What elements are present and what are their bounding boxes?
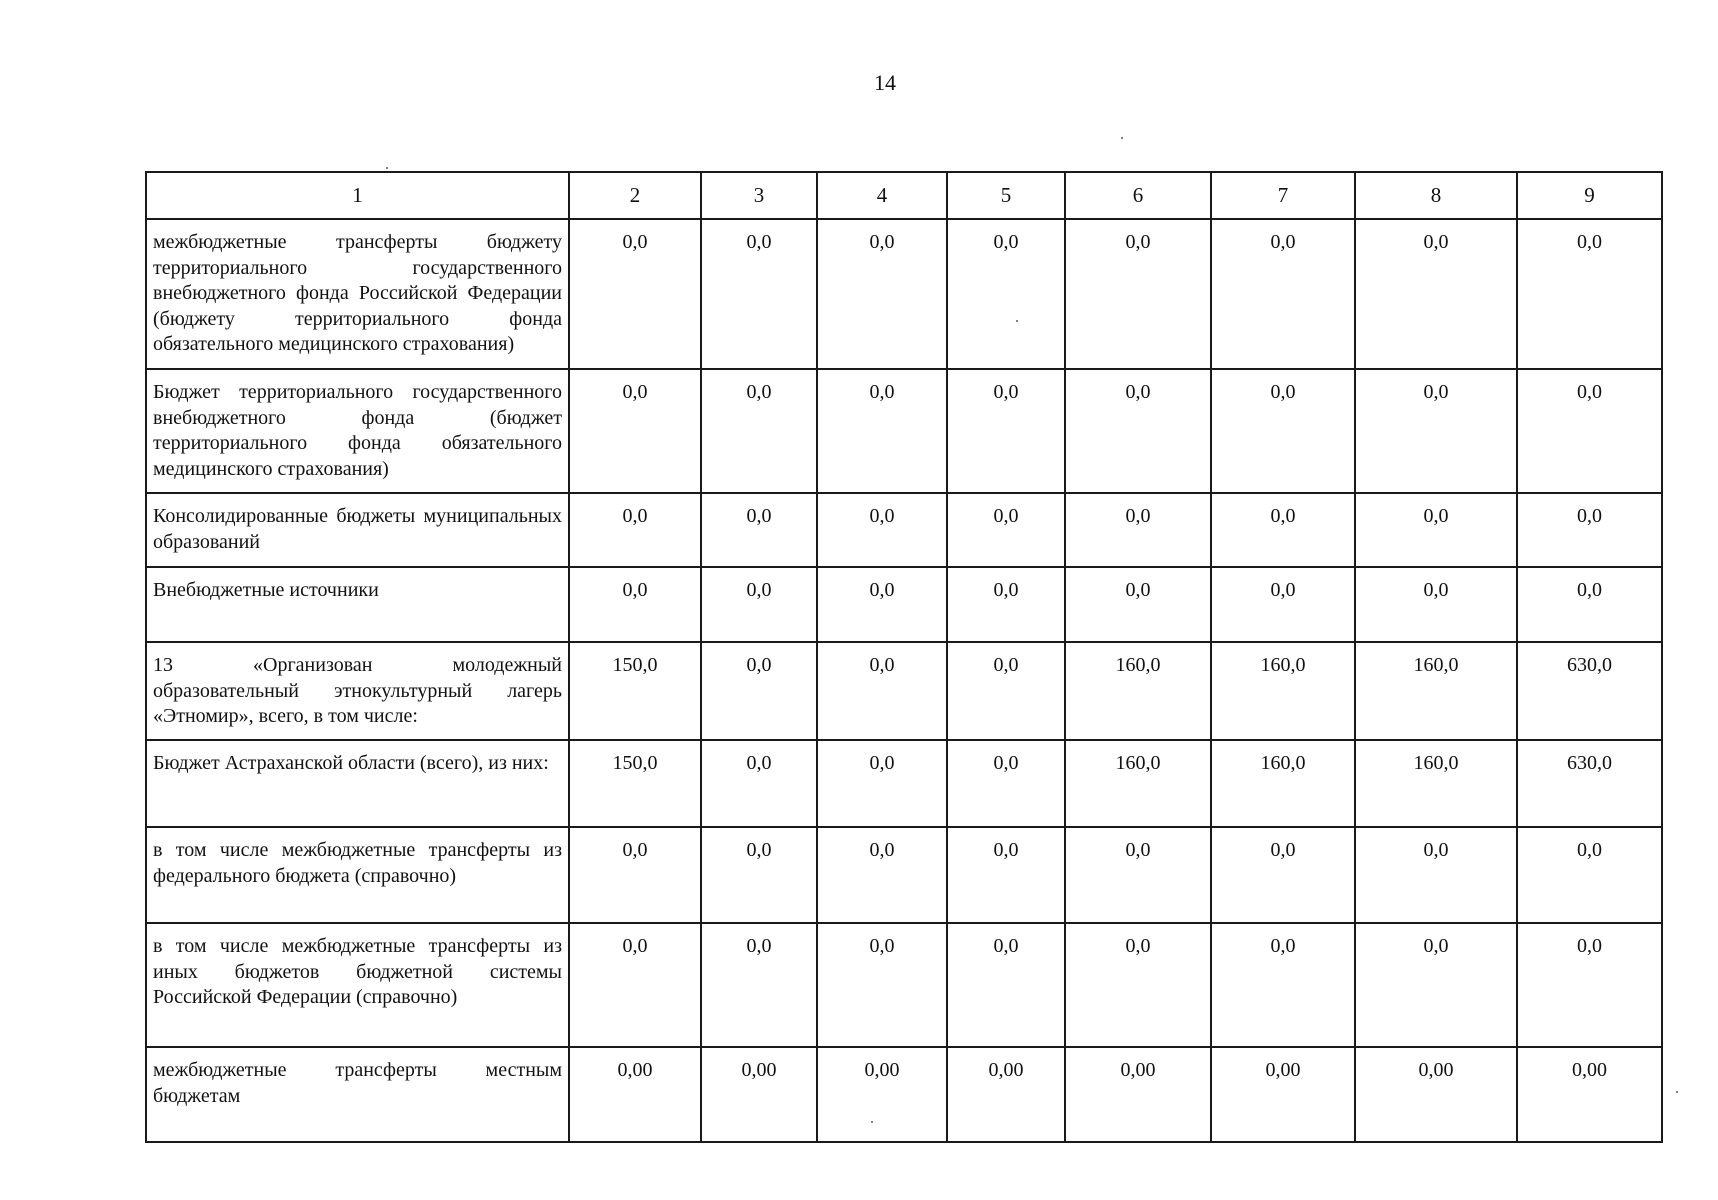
- cell-value: 630,0: [1517, 740, 1662, 827]
- cell-value: 0,0: [701, 369, 817, 493]
- cell-value: 160,0: [1065, 740, 1211, 827]
- column-number: 7: [1211, 172, 1355, 219]
- scan-speck: [386, 167, 388, 169]
- cell-value: 0,00: [1355, 1047, 1517, 1142]
- cell-value: 0,0: [817, 923, 947, 1047]
- cell-value: 0,0: [1211, 493, 1355, 567]
- table-row: [146, 740, 1662, 827]
- column-number: 6: [1065, 172, 1211, 219]
- cell-value: 0,0: [947, 740, 1065, 827]
- cell-value: 0,0: [817, 827, 947, 923]
- cell-value: 0,0: [1211, 219, 1355, 369]
- cell-value: 160,0: [1211, 740, 1355, 827]
- cell-value: 150,0: [569, 642, 701, 740]
- cell-value: 0,0: [947, 923, 1065, 1047]
- cell-value: 0,0: [1517, 827, 1662, 923]
- cell-value: 0,0: [1355, 493, 1517, 567]
- column-number: 9: [1517, 172, 1662, 219]
- cell-value: 0,0: [1065, 923, 1211, 1047]
- table-row: [146, 923, 1662, 1047]
- cell-value: 0,0: [701, 219, 817, 369]
- cell-value: 0,0: [1065, 827, 1211, 923]
- row-label: Бюджет Астраханской области (всего), из них:: [146, 740, 569, 827]
- scan-speck: [1121, 137, 1123, 139]
- cell-value: 0,0: [1065, 219, 1211, 369]
- cell-value: 0,0: [701, 923, 817, 1047]
- cell-value: 0,0: [569, 923, 701, 1047]
- column-number: 5: [947, 172, 1065, 219]
- cell-value: 0,0: [817, 642, 947, 740]
- cell-value: 0,00: [817, 1047, 947, 1142]
- table-row: [146, 567, 1662, 642]
- cell-value: 0,0: [1355, 923, 1517, 1047]
- row-label: Консолидированные бюджеты муниципальных образований: [146, 493, 569, 567]
- cell-value: 0,0: [701, 740, 817, 827]
- cell-value: 160,0: [1355, 642, 1517, 740]
- cell-value: 0,0: [947, 369, 1065, 493]
- row-label: в том числе межбюджетные трансферты из иных бюджетов бюджетной системы Российской Федерации (справочно): [146, 923, 569, 1047]
- cell-value: 0,0: [947, 827, 1065, 923]
- cell-value: 0,0: [701, 493, 817, 567]
- cell-value: 0,00: [569, 1047, 701, 1142]
- cell-value: 0,0: [1211, 369, 1355, 493]
- table-row: [146, 493, 1662, 567]
- cell-value: 0,0: [701, 827, 817, 923]
- cell-value: 630,0: [1517, 642, 1662, 740]
- cell-value: 0,0: [569, 219, 701, 369]
- cell-value: 0,0: [1355, 219, 1517, 369]
- cell-value: 0,0: [1211, 567, 1355, 642]
- scan-speck: [1676, 1091, 1678, 1093]
- cell-value: 0,0: [817, 369, 947, 493]
- cell-value: 160,0: [1355, 740, 1517, 827]
- column-number: 8: [1355, 172, 1517, 219]
- table-row: [146, 1047, 1662, 1142]
- cell-value: 0,00: [1065, 1047, 1211, 1142]
- cell-value: 0,0: [1355, 827, 1517, 923]
- row-label: межбюджетные трансферты местным бюджетам: [146, 1047, 569, 1142]
- cell-value: 0,0: [1517, 219, 1662, 369]
- cell-value: 0,0: [817, 493, 947, 567]
- cell-value: 0,0: [569, 369, 701, 493]
- cell-value: 0,0: [1211, 923, 1355, 1047]
- row-label: межбюджетные трансферты бюджету территориального государственного внебюджетного фонда Российской Федерации (бюджету территориального фонда обязательного медицинского страхования): [146, 219, 569, 369]
- row-label: в том числе межбюджетные трансферты из федерального бюджета (справочно): [146, 827, 569, 923]
- cell-value: 0,0: [1355, 369, 1517, 493]
- cell-value: 0,0: [1517, 923, 1662, 1047]
- cell-value: 0,0: [1355, 567, 1517, 642]
- table-header-row: [146, 172, 1662, 219]
- cell-value: 0,0: [817, 740, 947, 827]
- cell-value: 0,00: [701, 1047, 817, 1142]
- column-number: 2: [569, 172, 701, 219]
- cell-value: 0,0: [569, 493, 701, 567]
- cell-value: 0,0: [947, 567, 1065, 642]
- row-label: 13 «Организован молодежный образовательный этнокультурный лагерь «Этномир», всего, в том числе:: [146, 642, 569, 740]
- cell-value: 0,0: [1065, 493, 1211, 567]
- cell-value: 0,0: [1517, 493, 1662, 567]
- cell-value: 0,0: [817, 219, 947, 369]
- cell-value: 0,0: [701, 642, 817, 740]
- column-number: 1: [146, 172, 569, 219]
- cell-value: 0,0: [1211, 827, 1355, 923]
- cell-value: 0,0: [947, 219, 1065, 369]
- cell-value: 0,00: [1517, 1047, 1662, 1142]
- cell-value: 0,0: [1065, 369, 1211, 493]
- cell-value: 0,0: [1517, 567, 1662, 642]
- table-row: [146, 827, 1662, 923]
- table-row: [146, 369, 1662, 493]
- column-number: 4: [817, 172, 947, 219]
- cell-value: 160,0: [1065, 642, 1211, 740]
- cell-value: 0,0: [947, 493, 1065, 567]
- cell-value: 0,0: [1065, 567, 1211, 642]
- cell-value: 0,0: [701, 567, 817, 642]
- cell-value: 160,0: [1211, 642, 1355, 740]
- cell-value: 0,0: [569, 827, 701, 923]
- cell-value: 0,00: [1211, 1047, 1355, 1142]
- table-row: [146, 219, 1662, 369]
- page-number: 14: [874, 70, 896, 95]
- cell-value: 0,0: [1517, 369, 1662, 493]
- budget-table: [145, 171, 1663, 1143]
- column-number: 3: [701, 172, 817, 219]
- row-label: Внебюджетные источники: [146, 567, 569, 642]
- cell-value: 0,0: [947, 642, 1065, 740]
- cell-value: 150,0: [569, 740, 701, 827]
- row-label: Бюджет территориального государственного внебюджетного фонда (бюджет территориального фонда обязательного медицинского страхования): [146, 369, 569, 493]
- cell-value: 0,0: [569, 567, 701, 642]
- cell-value: 0,0: [817, 567, 947, 642]
- cell-value: 0,00: [947, 1047, 1065, 1142]
- table-row: [146, 642, 1662, 740]
